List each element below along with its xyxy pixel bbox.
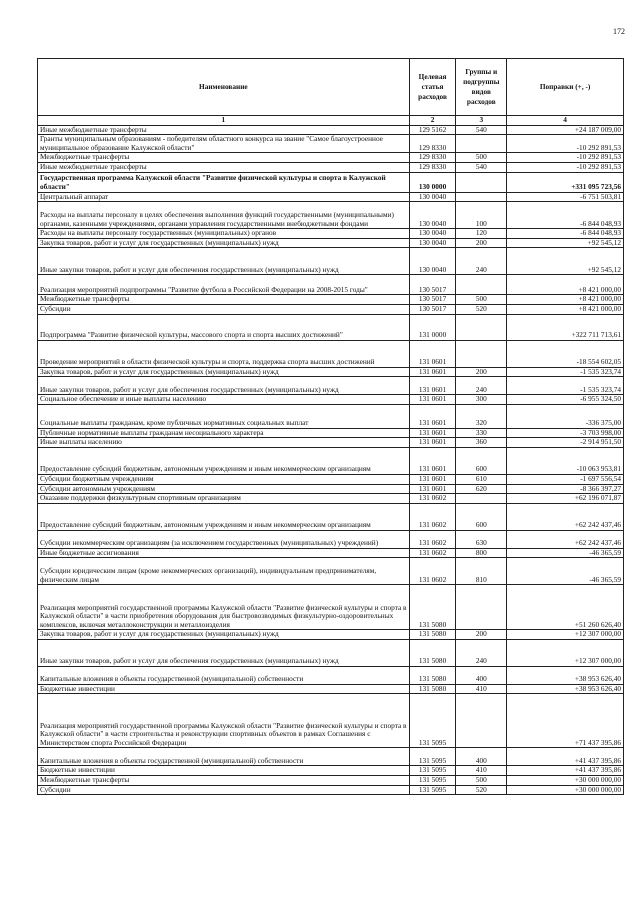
table-row — [38, 172, 624, 192]
table-body — [38, 125, 624, 795]
row-expense-group: 800 — [456, 548, 507, 558]
table-row — [38, 125, 624, 135]
row-target-article: 129 8330 — [409, 153, 456, 163]
table-row — [38, 548, 624, 558]
header-target-article: Целевая статья расходов — [409, 59, 456, 116]
table-row — [38, 748, 624, 766]
row-name: Расходы на выплаты персоналу в целях обеспечения выполнения функций государственными (муниципальными) органами, казенными учреждениями, органами управления государственными внебюджетными фондами — [38, 202, 410, 229]
row-expense-group — [456, 340, 507, 367]
row-amount: -10 292 891,53 — [507, 162, 624, 172]
table-row — [38, 474, 624, 484]
row-target-article: 131 5080 — [409, 684, 456, 694]
row-expense-group: 400 — [456, 748, 507, 766]
table-row — [38, 202, 624, 229]
row-name: Гранты муниципальным образованиям - победителям областного конкурса на звание "Самое благоустроенное муниципальное образование Калужской области" — [38, 135, 410, 153]
row-expense-group — [456, 494, 507, 504]
row-target-article: 131 0602 — [409, 558, 456, 585]
row-amount: +92 545,12 — [507, 248, 624, 275]
row-amount: +38 953 626,40 — [507, 666, 624, 684]
table-row — [38, 162, 624, 172]
row-expense-group: 240 — [456, 639, 507, 666]
table-row — [38, 229, 624, 239]
row-amount: -1 535 323,74 — [507, 377, 624, 395]
row-expense-group: 100 — [456, 202, 507, 229]
row-target-article: 131 5080 — [409, 639, 456, 666]
row-name: Иные закупки товаров, работ и услуг для обеспечения государственных (муниципальных) нужд — [38, 639, 410, 666]
row-name: Иные межбюджетные трансферты — [38, 125, 410, 135]
row-target-article: 130 5017 — [409, 295, 456, 305]
row-amount: -336 375,00 — [507, 404, 624, 428]
row-name: Подпрограмма "Развитие физической культуры, массового спорта и спорта высших достижений" — [38, 314, 410, 340]
table-row — [38, 666, 624, 684]
page-number: 172 — [613, 27, 625, 36]
row-target-article: 130 0040 — [409, 238, 456, 248]
header-expense-groups: Группы и подгруппы видов расходов — [456, 59, 507, 116]
row-amount: +331 095 723,56 — [507, 172, 624, 192]
table-row — [38, 558, 624, 585]
row-target-article: 130 0040 — [409, 202, 456, 229]
table-row — [38, 153, 624, 163]
row-amount: +62 242 437,46 — [507, 503, 624, 530]
row-name: Бюджетные инвестиции — [38, 766, 410, 776]
row-name: Иные межбюджетные трансферты — [38, 162, 410, 172]
table-row — [38, 275, 624, 295]
row-target-article: 130 5017 — [409, 275, 456, 295]
row-name: Реализация мероприятий подпрограммы "Развитие футбола в Российской Федерации на 2008-2015 годы" — [38, 275, 410, 295]
row-target-article: 131 0601 — [409, 428, 456, 438]
row-target-article: 131 0601 — [409, 404, 456, 428]
row-expense-group: 630 — [456, 530, 507, 548]
row-name: Межбюджетные трансферты — [38, 776, 410, 786]
table-row — [38, 248, 624, 275]
row-amount: -6 751 503,81 — [507, 192, 624, 202]
row-expense-group — [456, 192, 507, 202]
row-name: Публичные нормативные выплаты гражданам несоциального характера — [38, 428, 410, 438]
row-name: Субсидии — [38, 785, 410, 795]
row-amount: +8 421 000,00 — [507, 275, 624, 295]
row-target-article: 131 0602 — [409, 503, 456, 530]
table-row — [38, 404, 624, 428]
row-target-article: 131 0601 — [409, 438, 456, 448]
row-expense-group: 500 — [456, 295, 507, 305]
table-row — [38, 484, 624, 494]
row-amount: +41 437 395,86 — [507, 766, 624, 776]
row-target-article: 130 0040 — [409, 192, 456, 202]
row-name: Иные бюджетные ассигнования — [38, 548, 410, 558]
column-index: 3 — [456, 116, 507, 126]
table-row — [38, 766, 624, 776]
row-amount: -8 366 397,27 — [507, 484, 624, 494]
row-target-article: 131 5095 — [409, 748, 456, 766]
row-amount: -1 697 556,54 — [507, 474, 624, 484]
row-target-article: 131 0602 — [409, 530, 456, 548]
budget-amendments-table — [37, 58, 624, 795]
row-expense-group: 540 — [456, 125, 507, 135]
row-amount: +62 196 071,87 — [507, 494, 624, 504]
column-index: 2 — [409, 116, 456, 126]
row-target-article: 131 0601 — [409, 395, 456, 405]
table-header-row — [38, 59, 624, 116]
table-row — [38, 494, 624, 504]
row-name: Иные выплаты населению — [38, 438, 410, 448]
row-amount: +30 000 000,00 — [507, 776, 624, 786]
row-name: Субсидии автономным учреждениям — [38, 484, 410, 494]
row-name: Иные закупки товаров, работ и услуг для обеспечения государственных (муниципальных) нужд — [38, 248, 410, 275]
row-expense-group: 500 — [456, 776, 507, 786]
column-index: 4 — [507, 116, 624, 126]
row-amount: +322 711 713,61 — [507, 314, 624, 340]
row-expense-group: 200 — [456, 367, 507, 377]
table-row — [38, 694, 624, 748]
row-target-article: 131 5095 — [409, 766, 456, 776]
row-amount: -3 703 998,00 — [507, 428, 624, 438]
row-expense-group: 200 — [456, 238, 507, 248]
row-amount: +62 242 437,46 — [507, 530, 624, 548]
column-index-row — [38, 116, 624, 126]
table-row — [38, 503, 624, 530]
row-target-article: 130 5017 — [409, 304, 456, 314]
row-expense-group: 410 — [456, 684, 507, 694]
row-target-article: 131 5095 — [409, 776, 456, 786]
row-name: Межбюджетные трансферты — [38, 153, 410, 163]
row-expense-group: 540 — [456, 162, 507, 172]
row-target-article: 130 0000 — [409, 172, 456, 192]
row-expense-group: 300 — [456, 395, 507, 405]
column-index: 1 — [38, 116, 410, 126]
row-name: Капитальные вложения в объекты государственной (муниципальной) собственности — [38, 748, 410, 766]
row-amount: -46 365,59 — [507, 548, 624, 558]
row-amount: +24 187 009,00 — [507, 125, 624, 135]
row-expense-group: 520 — [456, 304, 507, 314]
row-target-article: 131 0601 — [409, 447, 456, 474]
row-target-article: 129 5162 — [409, 125, 456, 135]
row-name: Расходы на выплаты персоналу государственных (муниципальных) органов — [38, 229, 410, 239]
table-row — [38, 135, 624, 153]
row-name: Оказание поддержки физкультурным спортивным организациям — [38, 494, 410, 504]
row-amount: +12 307 000,00 — [507, 639, 624, 666]
row-expense-group: 520 — [456, 785, 507, 795]
table-row — [38, 630, 624, 640]
table-row — [38, 314, 624, 340]
row-name: Закупка товаров, работ и услуг для государственных (муниципальных) нужд — [38, 238, 410, 248]
row-target-article: 131 0601 — [409, 484, 456, 494]
row-name: Межбюджетные трансферты — [38, 295, 410, 305]
row-expense-group: 610 — [456, 474, 507, 484]
row-expense-group: 320 — [456, 404, 507, 428]
row-expense-group: 330 — [456, 428, 507, 438]
row-amount: -18 554 602,05 — [507, 340, 624, 367]
row-target-article: 131 0602 — [409, 548, 456, 558]
row-amount: +41 437 395,86 — [507, 748, 624, 766]
row-name: Закупка товаров, работ и услуг для государственных (муниципальных) нужд — [38, 630, 410, 640]
row-name: Бюджетные инвестиции — [38, 684, 410, 694]
header-amendments: Поправки (+, -) — [507, 59, 624, 116]
table-row — [38, 447, 624, 474]
row-target-article: 131 5080 — [409, 630, 456, 640]
row-expense-group: 600 — [456, 447, 507, 474]
table-row — [38, 395, 624, 405]
row-expense-group: 240 — [456, 248, 507, 275]
row-name: Реализация мероприятий государственной программы Калужской области "Развитие физической культуры и спорта в Калужской области" в части приобретения оборудования для быстровозводимых физкультурно-оздоровительных комплексов, включая металлоконструкции и металлоизделия — [38, 585, 410, 630]
table-row — [38, 785, 624, 795]
row-name: Иные закупки товаров, работ и услуг для обеспечения государственных (муниципальных) нужд — [38, 377, 410, 395]
table-row — [38, 438, 624, 448]
row-target-article: 129 8330 — [409, 162, 456, 172]
row-amount: +8 421 000,00 — [507, 304, 624, 314]
row-expense-group: 620 — [456, 484, 507, 494]
row-amount: -10 292 891,53 — [507, 135, 624, 153]
row-name: Государственная программа Калужской области "Развитие физической культуры и спорта в Калужской области" — [38, 172, 410, 192]
row-name: Центральный аппарат — [38, 192, 410, 202]
row-target-article: 131 5080 — [409, 666, 456, 684]
row-amount: -6 955 324,50 — [507, 395, 624, 405]
table-row — [38, 238, 624, 248]
row-expense-group: 410 — [456, 766, 507, 776]
row-name: Реализация мероприятий государственной программы Калужской области "Развитие физической культуры и спорта в Калужской области" в части строительства и реконструкции спортивных объектов в рамках Соглашения с Министерством спорта Российской Федерации — [38, 694, 410, 748]
row-amount: -2 914 951,50 — [507, 438, 624, 448]
table-row — [38, 639, 624, 666]
table-row — [38, 585, 624, 630]
row-target-article: 131 0601 — [409, 367, 456, 377]
row-name: Субсидии — [38, 304, 410, 314]
row-target-article: 131 0601 — [409, 340, 456, 367]
row-target-article: 131 0601 — [409, 474, 456, 484]
row-expense-group — [456, 135, 507, 153]
row-target-article: 131 0602 — [409, 494, 456, 504]
row-amount: +71 437 395,86 — [507, 694, 624, 748]
row-expense-group: 400 — [456, 666, 507, 684]
row-expense-group: 810 — [456, 558, 507, 585]
row-target-article: 131 0601 — [409, 377, 456, 395]
row-target-article: 130 0040 — [409, 248, 456, 275]
row-expense-group: 240 — [456, 377, 507, 395]
table-row — [38, 295, 624, 305]
row-amount: -6 844 048,93 — [507, 229, 624, 239]
row-amount: +8 421 000,00 — [507, 295, 624, 305]
table-row — [38, 684, 624, 694]
row-expense-group — [456, 694, 507, 748]
header-name: Наименование — [38, 59, 410, 116]
row-target-article: 129 8330 — [409, 135, 456, 153]
row-name: Капитальные вложения в объекты государственной (муниципальной) собственности — [38, 666, 410, 684]
row-amount: +38 953 626,40 — [507, 684, 624, 694]
row-expense-group: 500 — [456, 153, 507, 163]
row-name: Субсидии бюджетным учреждениям — [38, 474, 410, 484]
row-name: Субсидии юридическим лицам (кроме некоммерческих организаций), индивидуальным предпринимателям, физическим лицам — [38, 558, 410, 585]
row-amount: -10 063 953,81 — [507, 447, 624, 474]
row-name: Социальные выплаты гражданам, кроме публичных нормативных социальных выплат — [38, 404, 410, 428]
table-row — [38, 377, 624, 395]
row-expense-group: 600 — [456, 503, 507, 530]
row-target-article: 131 0000 — [409, 314, 456, 340]
row-expense-group: 200 — [456, 630, 507, 640]
row-target-article: 130 0040 — [409, 229, 456, 239]
row-name: Предоставление субсидий бюджетным, автономным учреждениям и иным некоммерческим организациям — [38, 503, 410, 530]
row-amount: +30 000 000,00 — [507, 785, 624, 795]
row-amount: -1 535 323,74 — [507, 367, 624, 377]
row-expense-group — [456, 172, 507, 192]
row-name: Закупка товаров, работ и услуг для государственных (муниципальных) нужд — [38, 367, 410, 377]
table-row — [38, 776, 624, 786]
table-row — [38, 428, 624, 438]
row-expense-group — [456, 314, 507, 340]
row-name: Социальное обеспечение и иные выплаты населению — [38, 395, 410, 405]
row-expense-group — [456, 585, 507, 630]
row-amount: -46 365,59 — [507, 558, 624, 585]
row-amount: +51 260 626,40 — [507, 585, 624, 630]
row-name: Предоставление субсидий бюджетным, автономным учреждениям и иным некоммерческим организациям — [38, 447, 410, 474]
table-row — [38, 340, 624, 367]
row-amount: +92 545,12 — [507, 238, 624, 248]
table-row — [38, 192, 624, 202]
table-row — [38, 304, 624, 314]
row-expense-group: 360 — [456, 438, 507, 448]
row-target-article: 131 5095 — [409, 694, 456, 748]
row-target-article: 131 5095 — [409, 785, 456, 795]
row-target-article: 131 5080 — [409, 585, 456, 630]
row-name: Субсидии некоммерческим организациям (за исключением государственных (муниципальных) учреждений) — [38, 530, 410, 548]
row-expense-group — [456, 275, 507, 295]
table-row — [38, 530, 624, 548]
row-amount: -6 844 048,93 — [507, 202, 624, 229]
row-expense-group: 120 — [456, 229, 507, 239]
row-amount: +12 307 000,00 — [507, 630, 624, 640]
table-row — [38, 367, 624, 377]
row-amount: -10 292 891,53 — [507, 153, 624, 163]
row-name: Проведение мероприятий в области физической культуры и спорта, поддержка спорта высших достижений — [38, 340, 410, 367]
